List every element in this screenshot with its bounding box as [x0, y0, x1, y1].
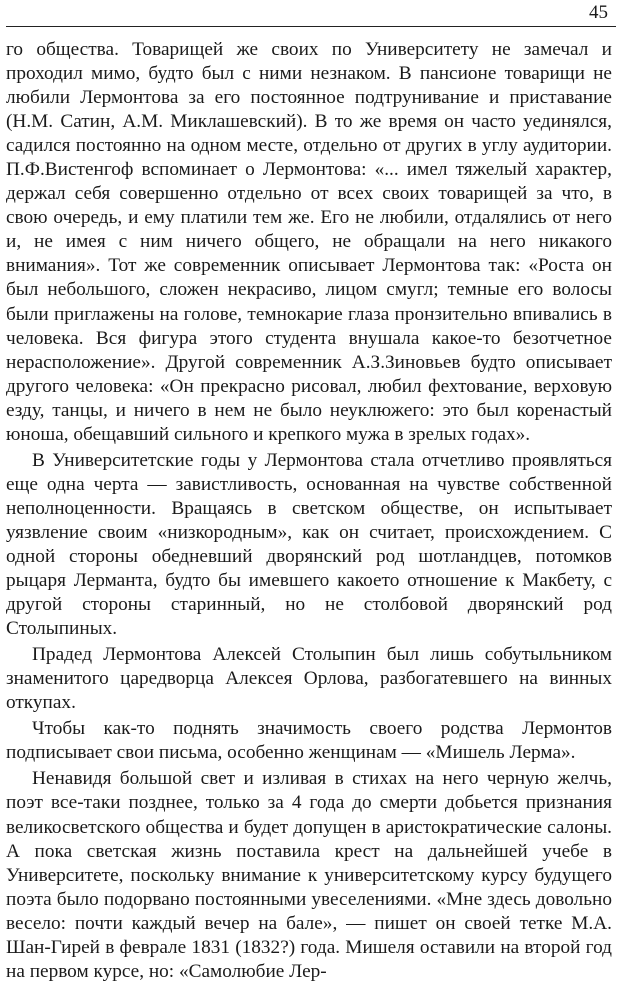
- paragraph-4: Чтобы как-то поднять значимость своего родства Лермонтов подписывает свои письма, особенно женщинам — «Мишель Лерма».: [6, 718, 612, 764]
- header-rule: [6, 26, 616, 27]
- page-number: 45: [589, 2, 608, 23]
- paragraph-1: го общества. Товарищей же своих по Университету не замечал и проходил мимо, будто был с ними незнаком. В пансионе товарищи не любили Лермонтова за его постоянное подтрунивание и приставание (Н.М. Сатин, А.М. Миклашевский). В то же время он часто уединялся, садился постоянно на одном месте, отдельно от других в углу аудитории. П.Ф.Вистенгоф вспоминает о Лермонтова: «... имел тяжелый характер, держал себя совершенно отдельно от всех своих товарищей за что, в свою очередь, и ему платили тем же. Его не любили, отдалялись от него и, не имея с ним ничего общего, не обращали на него никакого внимания». Тот же современник описывает Лермонтова так: «Роста он был небольшого, сложен некрасиво, лицом смугл; темные его волосы были приглажены на голове, темнокарие глаза пронзительно впивались в человека. Вся фигура этого студента внушала какое-то безотчетное нерасположение». Другой современник А.З.Зиновьев будто описывает другого человека: «Он прекрасно рисовал, любил фехтование, верховую езду, танцы, и ничего в нем не было неуклюжего: это был коренастый юноша, обещавший сильного и крепкого мужа в зрелых годах».: [6, 39, 612, 445]
- paragraph-3: Прадед Лермонтова Алексей Столыпин был лишь собутыльником знаменитого царедворца Алексея Орлова, разбогатевшего на винных откупах.: [6, 644, 612, 714]
- body-text: [6, 38, 612, 984]
- page-header: [0, 0, 620, 28]
- paragraph-2: В Университетские годы у Лермонтова стала отчетливо проявляться еще одна черта — завистливость, основанная на чувстве собственной неполноценности. Вращаясь в светском обществе, он испытывает уязвление своим «низкородным», как он считает, происхождением. С одной стороны обедневший дворянский род шотландцев, потомков рыцаря Лерманта, будто бы имевшего какоето отношение к Макбету, с другой стороны старинный, но не столбовой дворянский род Столыпиных.: [6, 449, 612, 640]
- paragraph-5: Ненавидя большой свет и изливая в стихах на него черную желчь, поэт все-таки позднее, только за 4 года до смерти добьется признания великосветского общества и будет допущен в аристократические салоны. А пока светская жизнь поставила крест на дальнейшей учебе в Университете, поскольку внимание к университетскому курсу будущего поэта было подорвано постоянными увеселениями. «Мне здесь довольно весело: почти каждый вечер на бале», — пишет он своей тетке М.А. Шан-Гирей в феврале 1831 (1832?) года. Мишеля оставили на второй год на первом курсе, но: «Самолюбие Лер-: [6, 768, 612, 982]
